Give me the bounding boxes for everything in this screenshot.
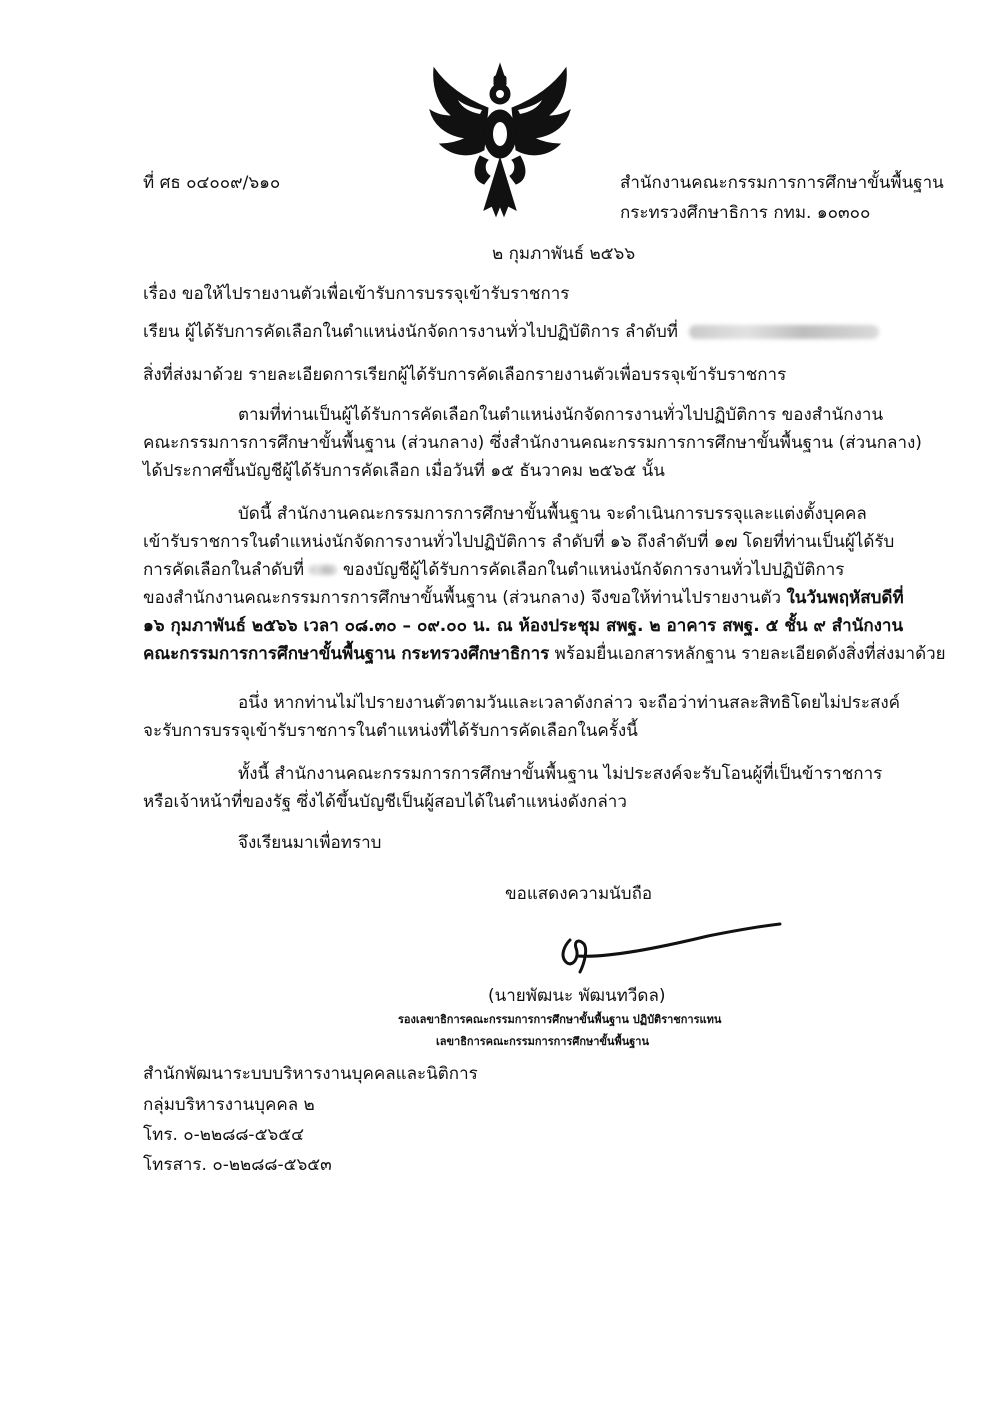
paragraph-4-line-2: หรือเจ้าหน้าที่ของรัฐ ซึ่งได้ขึ้นบัญชีเป็นผู้สอบได้ในตำแหน่งดังกล่าว: [143, 792, 627, 812]
redacted-name: [689, 325, 879, 339]
letter-date: ๒ กุมภาพันธ์ ๒๕๖๖: [492, 244, 636, 264]
paragraph-4-line-1: ทั้งนี้ สำนักงานคณะกรรมการการศึกษาขั้นพื้นฐาน ไม่ประสงค์จะรับโอนผู้ที่เป็นข้าราชการ: [238, 764, 883, 784]
garuda-emblem-icon: [418, 60, 582, 220]
documents-note: พร้อมยื่นเอกสารหลักฐาน รายละเอียดดังสิ่งที่ส่งมาด้วย: [549, 644, 946, 664]
footer-phone: โทร. ๐-๒๒๘๘-๕๖๕๔: [143, 1125, 304, 1145]
paragraph-3-line-1: อนึ่ง หากท่านไม่ไปรายงานตัวตามวันและเวลาดังกล่าว จะถือว่าท่านสละสิทธิโดยไม่ประสงค์: [238, 693, 901, 713]
recipient-line: [143, 321, 879, 343]
document-number: ที่ ศธ ๐๔๐๐๙/๖๑๐: [143, 173, 281, 193]
paragraph-2: [143, 500, 946, 668]
enclosure-line: สิ่งที่ส่งมาด้วย รายละเอียดการเรียกผู้ได้รับการคัดเลือกรายงานตัวเพื่อบรรจุเข้ารับราชการ: [143, 365, 787, 385]
paragraph-1: [143, 401, 933, 485]
paragraph-2-line-6: [143, 640, 946, 668]
recipient-text: เรียน ผู้ได้รับการคัดเลือกในตำแหน่งนักจัดการงานทั่วไปปฏิบัติการ ลำดับที่: [143, 322, 678, 342]
paragraph-2-line-3: [143, 556, 933, 584]
redacted-rank: [309, 565, 337, 575]
closing-salutation: ขอแสดงความนับถือ: [505, 884, 653, 904]
agency-address: กระทรวงศึกษาธิการ กทม. ๑๐๓๐๐: [620, 203, 871, 223]
signer-title-line-1: รองเลขาธิการคณะกรรมการการศึกษาขั้นพื้นฐาน ปฏิบัติราชการแทน: [398, 1013, 722, 1026]
rank-rest: ของบัญชีผู้ได้รับการคัดเลือกในตำแหน่งนักจัดการงานทั่วไปปฏิบัติการ: [342, 560, 845, 580]
report-location: คณะกรรมการการศึกษาขั้นพื้นฐาน กระทรวงศึกษาธิการ: [143, 644, 550, 664]
paragraph-4: [143, 760, 933, 816]
paragraph-3-line-2: จะรับการบรรจุเข้ารับราชการในตำแหน่งที่ได้รับการคัดเลือกในครั้งนี้: [143, 721, 638, 741]
paragraph-1-line-3: ได้ประกาศขึ้นบัญชีผู้ได้รับการคัดเลือก เมื่อวันที่ ๑๕ ธันวาคม ๒๕๖๕ นั้น: [143, 461, 665, 481]
subject-line: เรื่อง ขอให้ไปรายงานตัวเพื่อเข้ารับการบรรจุเข้ารับราชการ: [143, 284, 570, 304]
report-day: ในวันพฤหัสบดีที่: [786, 588, 904, 608]
signature-icon: [548, 918, 788, 988]
paragraph-2-line-4: [143, 584, 933, 612]
agency-name: สำนักงานคณะกรรมการการศึกษาขั้นพื้นฐาน: [620, 173, 944, 193]
paragraph-1-line-1: ตามที่ท่านเป็นผู้ได้รับการคัดเลือกในตำแหน่งนักจัดการงานทั่วไปปฏิบัติการ ของสำนักงาน: [238, 405, 884, 425]
paragraph-1-line-2: คณะกรรมการการศึกษาขั้นพื้นฐาน (ส่วนกลาง) ซึ่งสำนักงานคณะกรรมการการศึกษาขั้นพื้นฐาน (ส่วนกลาง): [143, 433, 922, 453]
closing-request: จึงเรียนมาเพื่อทราบ: [238, 833, 382, 853]
footer-fax: โทรสาร. ๐-๒๒๘๘-๕๖๕๓: [143, 1155, 332, 1175]
footer-office: สำนักพัฒนาระบบบริหารงานบุคคลและนิติการ: [143, 1064, 478, 1084]
signer-name: (นายพัฒนะ พัฒนทวีดล): [488, 986, 666, 1006]
paragraph-3: [143, 689, 933, 745]
paragraph-2-line-2: เข้ารับราชการในตำแหน่งนักจัดการงานทั่วไปปฏิบัติการ ลำดับที่ ๑๖ ถึงลำดับที่ ๑๗ โดยที่ท่านเป็นผู้ได้รับ: [143, 532, 895, 552]
paragraph-2-line-5: ๑๖ กุมภาพันธ์ ๒๕๖๖ เวลา ๐๘.๓๐ – ๐๙.๐๐ น. ณ ห้องประชุม สพฐ. ๒ อาคาร สพฐ. ๕ ชั้น ๙ สำนักงาน: [143, 616, 904, 636]
signer-title-line-2: เลขาธิการคณะกรรมการการศึกษาขั้นพื้นฐาน: [436, 1035, 649, 1048]
paragraph-2-line-1: บัดนี้ สำนักงานคณะกรรมการการศึกษาขั้นพื้นฐาน จะดำเนินการบรรจุและแต่งตั้งบุคคล: [238, 504, 867, 524]
report-instruction: ของสำนักงานคณะกรรมการการศึกษาขั้นพื้นฐาน (ส่วนกลาง) จึงขอให้ท่านไปรายงานตัว: [143, 588, 787, 608]
rank-label: การคัดเลือกในลำดับที่: [143, 560, 305, 580]
footer-group: กลุ่มบริหารงานบุคคล ๒: [143, 1095, 315, 1115]
